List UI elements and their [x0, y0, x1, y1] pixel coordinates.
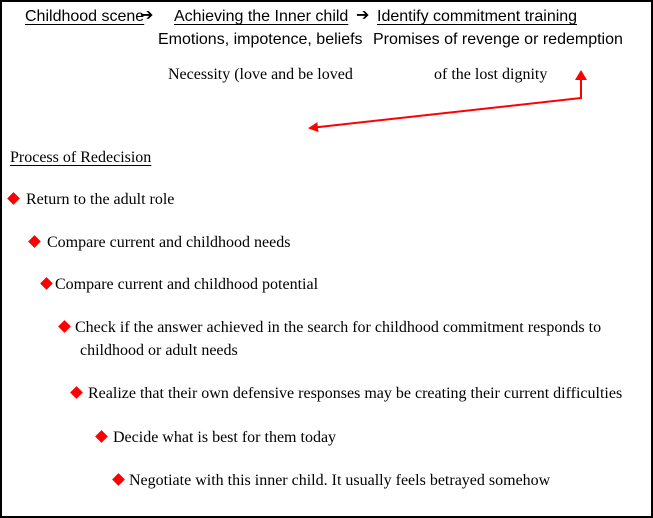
right-arrow-icon: ➔ [356, 7, 370, 24]
redecision-item-4-continued: childhood or adult needs [80, 342, 238, 359]
step-identify-commitment: Identify commitment training [377, 8, 578, 25]
detail-necessity: Necessity (love and be loved [168, 66, 353, 83]
redecision-item-2: Compare current and childhood needs [47, 234, 291, 251]
redecision-item-4: Check if the answer achieved in the search for childhood commitment responds to [75, 319, 602, 336]
connector-arrowhead-up [575, 70, 587, 80]
redecision-title: Process of Redecision [10, 149, 152, 166]
step-achieving-inner-child: Achieving the Inner child [174, 8, 349, 25]
redecision-item-1: Return to the adult role [26, 191, 175, 208]
detail-emotions: Emotions, impotence, beliefs [158, 31, 363, 48]
detail-promises: Promises of revenge or redemption [373, 31, 623, 48]
right-arrow-icon: ➔ [140, 7, 154, 24]
redecision-item-5: Realize that their own defensive responses may be creating their current difficulties [88, 385, 623, 402]
redecision-item-6: Decide what is best for them today [113, 429, 337, 446]
connector-line [310, 74, 581, 128]
step-childhood-scene: Childhood scene [25, 8, 145, 25]
redecision-item-7: Negotiate with this inner child. It usually feels betrayed somehow [129, 472, 551, 489]
redecision-item-3: Compare current and childhood potential [55, 276, 319, 293]
detail-dignity: of the lost dignity [434, 66, 548, 83]
